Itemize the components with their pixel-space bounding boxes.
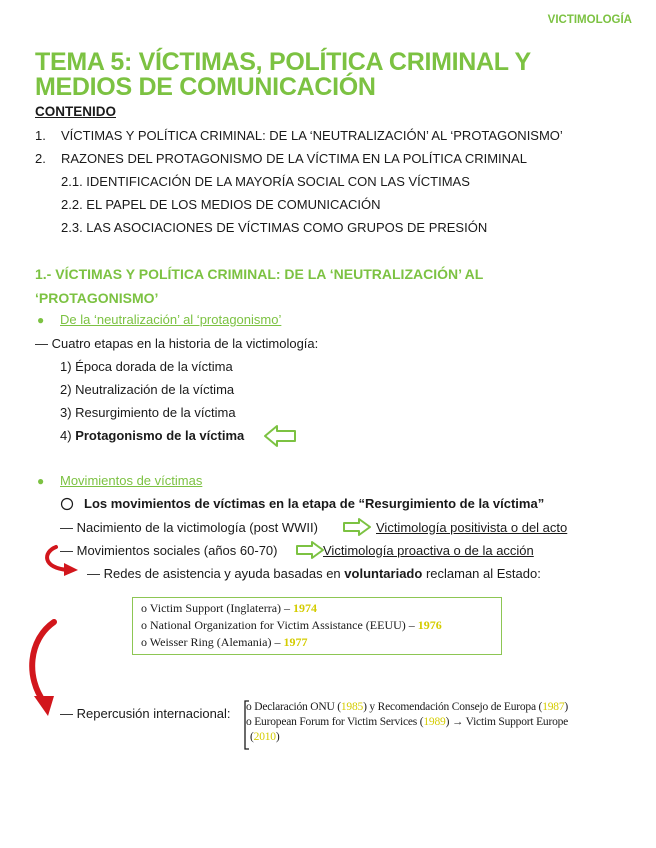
stage-item: 1) Época dorada de la víctima	[60, 359, 233, 374]
nacimiento-line: — Nacimiento de la victimología (post WWII)	[60, 520, 318, 535]
redes-line	[87, 566, 541, 581]
toc-item-2: RAZONES DEL PROTAGONISMO DE LA VÍCTIMA EN LA POLÍTICA CRIMINAL	[61, 151, 527, 166]
open-circle-bullet-icon	[60, 497, 74, 511]
contenido-heading: CONTENIDO	[35, 104, 116, 119]
subsection-heading-neutralizacion: De la ‘neutralización’ al ‘protagonismo’	[60, 312, 282, 327]
hollow-left-arrow-icon	[263, 424, 297, 448]
voluntariado: voluntariado	[344, 566, 423, 581]
page-title	[35, 50, 531, 100]
circle-item: Los movimientos de víctimas en la etapa de “Resurgimiento de la víctima”	[84, 496, 545, 511]
repercusion-item: o Declaración ONU (1985) y Recomendación Consejo de Europa (1987)	[246, 701, 569, 713]
stages-intro: — Cuatro etapas en la historia de la victimología:	[35, 336, 319, 351]
victimologia-positivista: Victimología positivista o del acto	[376, 520, 568, 535]
repercusion-item: o European Forum for Victim Services (1989) → Victim Support Europe	[246, 716, 569, 728]
toc-subitem-2-2: 2.2. EL PAPEL DE LOS MEDIOS DE COMUNICACIÓN	[61, 197, 381, 212]
page-title-line2: MEDIOS DE COMUNICACIÓN	[35, 73, 376, 101]
stage-item: 3) Resurgimiento de la víctima	[60, 405, 236, 420]
movimientos-sociales-line: — Movimientos sociales (años 60-70)	[60, 543, 278, 558]
subsection-heading-movimientos: Movimientos de víctimas	[60, 473, 203, 488]
section-heading: 1.- VÍCTIMAS Y POLÍTICA CRIMINAL: DE LA ‘NEUTRALIZACIÓN’ AL ‘PROTAGONISMO’	[35, 266, 484, 306]
red-curved-arrow-icon	[20, 616, 64, 720]
org-item: o National Organization for Victim Assistance (EEUU) – 1976	[141, 618, 442, 632]
bullet-dot-icon: ●	[37, 474, 45, 488]
hollow-right-arrow-icon	[295, 540, 325, 560]
toc-subitem-2-3: 2.3. LAS ASOCIACIONES DE VÍCTIMAS COMO GRUPOS DE PRESIÓN	[61, 220, 488, 235]
redes-pre: — Redes de asistencia y ayuda basadas en	[87, 566, 341, 581]
repercusion-label: — Repercusión internacional:	[60, 706, 231, 721]
stage-item-4	[60, 428, 244, 443]
hollow-right-arrow-icon	[342, 517, 372, 537]
toc-subitem-2-1: 2.1. IDENTIFICACIÓN DE LA MAYORÍA SOCIAL CON LAS VÍCTIMAS	[61, 174, 470, 189]
stage-4-text: Protagonismo de la víctima	[75, 428, 245, 443]
page-title-line1: TEMA 5: VÍCTIMAS, POLÍTICA CRIMINAL Y	[35, 48, 531, 76]
toc-item-2-num: 2.	[35, 151, 46, 166]
red-curved-arrow-icon	[38, 544, 88, 578]
victimologia-proactiva: Victimología proactiva o de la acción	[323, 543, 534, 558]
redes-post: reclaman al Estado:	[425, 566, 541, 581]
org-item: o Victim Support (Inglaterra) – 1974	[141, 601, 318, 615]
header-tag: VICTIMOLOGÍA	[547, 14, 632, 26]
toc-item-1-num: 1.	[35, 128, 46, 143]
repercusion-item-cont: (2010)	[250, 731, 280, 743]
toc-item-1: VÍCTIMAS Y POLÍTICA CRIMINAL: DE LA ‘NEUTRALIZACIÓN’ AL ‘PROTAGONISMO’	[61, 128, 563, 143]
bullet-dot-icon: ●	[37, 313, 45, 327]
stage-item: 2) Neutralización de la víctima	[60, 382, 235, 397]
stage-4-num: 4)	[60, 428, 72, 443]
org-item: o Weisser Ring (Alemania) – 1977	[141, 635, 308, 649]
